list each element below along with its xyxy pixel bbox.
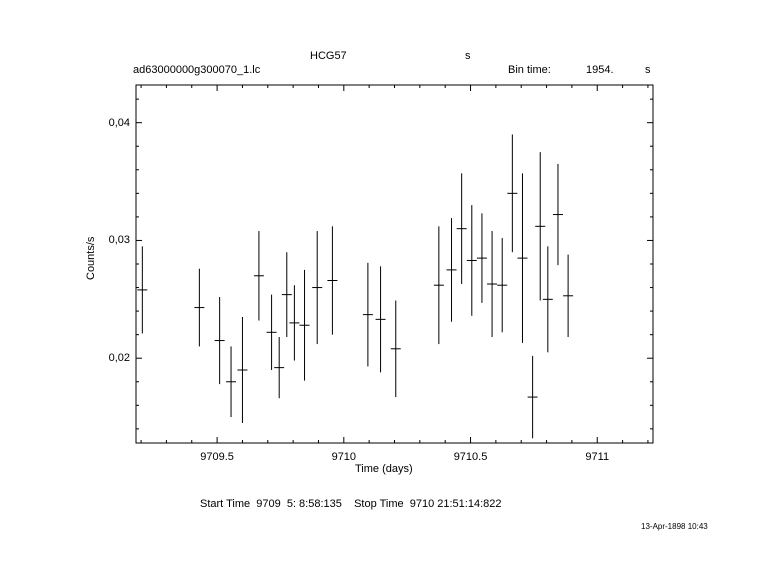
plot-frame [136,85,653,443]
source-file-label: ad63000000g300070_1.lc [133,64,261,76]
x-tick-label: 9710 [331,451,357,463]
y-tick-label: 0,02 [108,352,130,365]
y-tick-label: 0,04 [108,116,130,129]
x-tick-label: 9710.5 [453,451,488,463]
chart-title-suffix: s [465,50,471,62]
bin-time-label: Bin time: [508,64,551,76]
bin-time-unit: s [645,64,651,76]
generation-timestamp: 13-Apr-1898 10:43 [641,522,708,531]
y-tick-label: 0,03 [108,234,130,247]
x-axis-label: Time (days) [355,463,413,475]
x-tick-label: 9709.5 [200,451,234,463]
data-series [137,134,573,438]
x-tick-label: 9711 [585,451,610,463]
chart-title: HCG57 [310,50,347,62]
y-axis-label: Counts/s [85,236,97,280]
bin-time-value: 1954. [586,64,614,76]
time-range-summary: Start Time 9709 5: 8:58:135 Stop Time 9710 21:51:14:822 [200,498,502,510]
